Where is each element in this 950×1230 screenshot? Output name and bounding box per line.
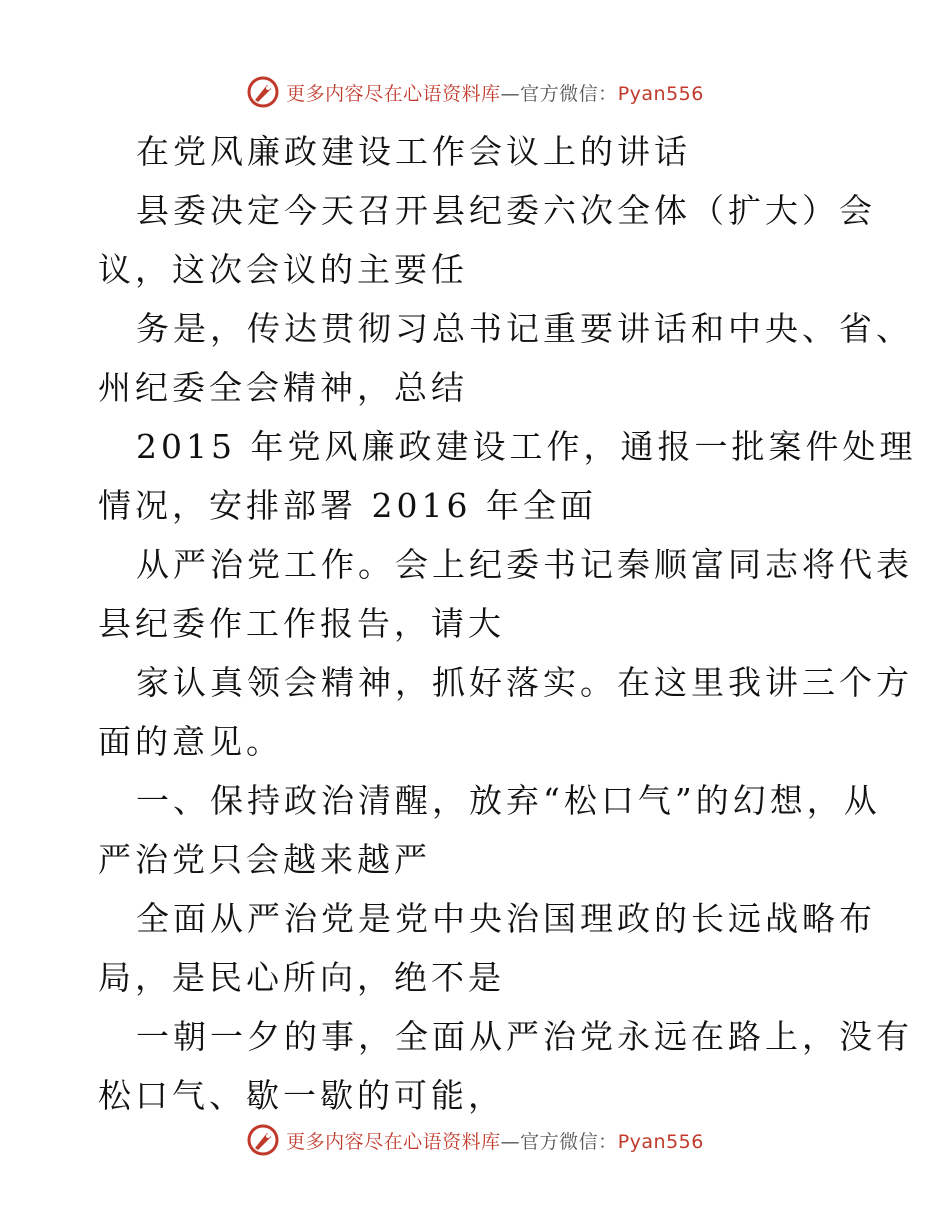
paragraph-line: 县纪委作工作报告，请大 (98, 604, 505, 643)
document-body (98, 122, 917, 1125)
header-brand: 更多内容尽在心语资料库 (286, 82, 501, 105)
pen-nib-logo-icon (246, 1123, 280, 1157)
doc-title: 在党风廉政建设工作会议上的讲话 (136, 132, 691, 171)
header-banner (0, 72, 950, 112)
paragraph-line: 情况，安排部署 2016 年全面 (98, 486, 597, 525)
header-wechat-id: Pyan556 (617, 82, 704, 105)
paragraph-line: 一朝一夕的事，全面从严治党永远在路上，没有 (136, 1017, 913, 1056)
section-heading-line: 一、保持政治清醒，放弃“松口气”的幻想，从 (136, 781, 881, 820)
section-heading-line: 严治党只会越来越严 (98, 840, 431, 879)
footer-wechat-label: 官方微信： (520, 1130, 618, 1153)
footer-wechat-id: Pyan556 (617, 1130, 704, 1153)
footer-separator: — (500, 1130, 521, 1153)
paragraph-line: 松口气、歇一歇的可能， (98, 1076, 505, 1115)
paragraph-line: 全面从严治党是党中央治国理政的长远战略布 (136, 899, 876, 938)
footer-text (286, 1127, 704, 1154)
header-text (286, 79, 704, 106)
paragraph-line: 局，是民心所向，绝不是 (98, 958, 505, 997)
header-wechat-label: 官方微信： (520, 82, 618, 105)
header-separator: — (500, 82, 521, 105)
paragraph-line: 2015 年党风廉政建设工作，通报一批案件处理 (136, 427, 917, 466)
paragraph-line: 州纪委全会精神，总结 (98, 368, 468, 407)
paragraph-line: 家认真领会精神，抓好落实。在这里我讲三个方 (136, 663, 913, 702)
paragraph-line: 面的意见。 (98, 722, 283, 761)
footer-banner (0, 1120, 950, 1160)
pen-nib-logo-icon (246, 75, 280, 109)
paragraph-line: 议，这次会议的主要任 (98, 250, 468, 289)
paragraph-line: 县委决定今天召开县纪委六次全体（扩大）会 (136, 191, 876, 230)
paragraph-line: 从严治党工作。会上纪委书记秦顺富同志将代表 (136, 545, 913, 584)
paragraph-line: 务是，传达贯彻习总书记重要讲话和中央、省、 (136, 309, 913, 348)
footer-brand: 更多内容尽在心语资料库 (286, 1130, 501, 1153)
